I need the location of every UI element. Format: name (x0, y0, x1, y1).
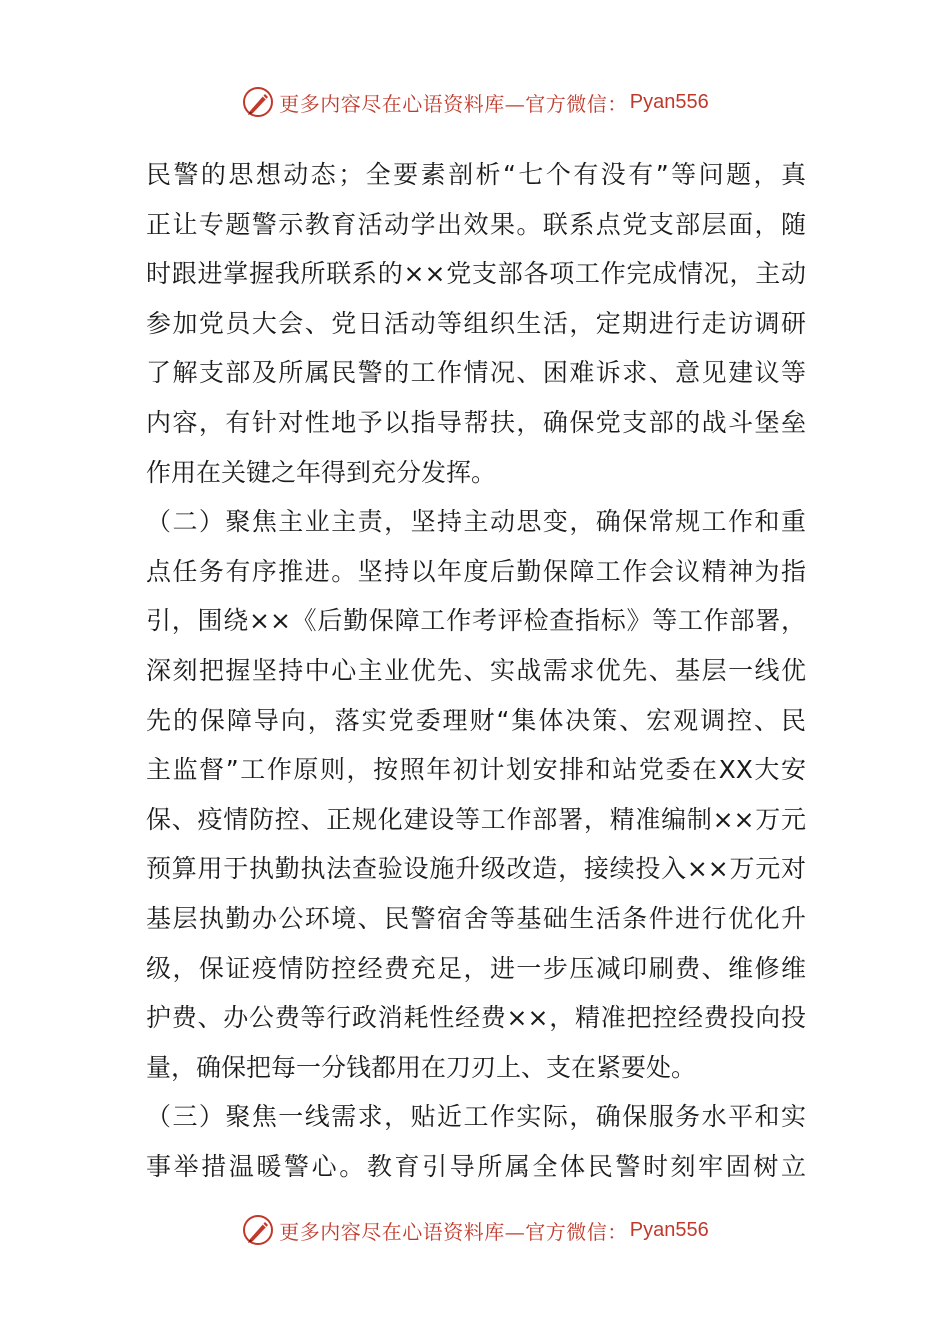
text-line: 了解支部及所属民警的工作情况、困难诉求、意见建议等 (146, 358, 806, 388)
section-heading-line: （三）聚焦一线需求，贴近工作实际，确保服务水平和实 (146, 1102, 806, 1132)
text-line: 正让专题警示教育活动学出效果。联系点党支部层面，随 (146, 209, 806, 239)
document-body (146, 150, 806, 1191)
text-line: 保、疫情防控、正规化建设等工作部署，精准编制××万元 (146, 804, 806, 834)
text-line: 引，围绕××《后勤保障工作考评检查指标》等工作部署， (146, 606, 806, 636)
footer-banner (0, 1210, 950, 1250)
text-line: 先的保障导向，落实党委理财“集体决策、宏观调控、民 (146, 705, 806, 735)
text-line: 内容，有针对性地予以指导帮扶，确保党支部的战斗堡垒 (146, 407, 806, 437)
text-line: 护费、办公费等行政消耗性经费××，精准把控经费投向投 (146, 1003, 806, 1033)
text-line: 事举措温暖警心。教育引导所属全体民警时刻牢固树立 (146, 1151, 806, 1181)
text-line: 作用在关键之年得到充分发挥。 (146, 457, 497, 487)
text-line: 民警的思想动态；全要素剖析“七个有没有”等问题，真 (146, 160, 806, 189)
text-line: 深刻把握坚持中心主业优先、实战需求优先、基层一线优 (146, 655, 806, 685)
text-line: 预算用于执勤执法查验设施升级改造，接续投入××万元对 (146, 854, 806, 884)
footer-wechat-id: Pyan556 (629, 1218, 709, 1241)
text-line: 级，保证疫情防控经费充足，进一步压减印刷费、维修维 (146, 953, 806, 983)
footer-banner-text: 更多内容尽在心语资料库—官方微信： (279, 1219, 628, 1244)
text-line: 基层执勤办公环境、民警宿舍等基础生活条件进行优化升 (146, 903, 806, 933)
text-line: 时跟进掌握我所联系的××党支部各项工作完成情况，主动 (146, 259, 806, 289)
header-banner (0, 82, 950, 122)
text-line: 主监督”工作原则，按照年初计划安排和站党委在XX大安 (146, 755, 806, 785)
text-line: 量，确保把每一分钱都用在刀刃上、支在紧要处。 (146, 1052, 697, 1082)
header-banner-text: 更多内容尽在心语资料库—官方微信： (279, 91, 628, 116)
pen-logo-icon (241, 1213, 275, 1247)
text-line: 点任务有序推进。坚持以年度后勤保障工作会议精神为指 (146, 556, 806, 586)
text-line: 参加党员大会、党日活动等组织生活，定期进行走访调研 (146, 308, 806, 338)
header-wechat-id: Pyan556 (629, 90, 709, 113)
pen-logo-icon (241, 85, 275, 119)
section-heading-line: （二）聚焦主业主责，坚持主动思变，确保常规工作和重 (146, 507, 806, 537)
